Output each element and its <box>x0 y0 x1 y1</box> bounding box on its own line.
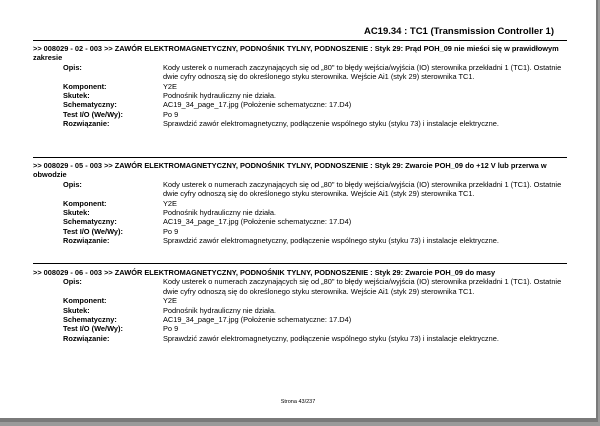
document-title: AC19.34 : TC1 (Transmission Controller 1) <box>363 26 554 37</box>
schematyczny-value: AC19_34_page_17.jpg (Położenie schematyczne: 17.D4) <box>163 217 352 227</box>
opis-row <box>33 277 572 296</box>
skutek-value: Podnośnik hydrauliczny nie działa. <box>163 305 276 315</box>
komponent-value: Y2E <box>163 81 177 91</box>
opis-label: Opis: <box>63 62 82 72</box>
opis-label: Opis: <box>63 179 82 189</box>
rozwiazanie-label: Rozwiązanie: <box>63 333 110 343</box>
rozwiazanie-value: Sprawdzić zawór elektromagnetyczny, podłączenie wspólnego styku (styku 73) i instalacje elektryczne. <box>163 119 499 129</box>
test-label: Test I/O (We/Wy): <box>63 324 123 334</box>
rozwiazanie-row <box>33 334 572 343</box>
rozwiazanie-value: Sprawdzić zawór elektromagnetyczny, podłączenie wspólnego styku (styku 73) i instalacje elektryczne. <box>163 333 499 343</box>
schematyczny-row <box>33 315 572 324</box>
skutek-label: Skutek: <box>63 91 90 101</box>
rozwiazanie-label: Rozwiązanie: <box>63 119 110 129</box>
schematyczny-row <box>33 100 572 109</box>
komponent-label: Komponent: <box>63 81 107 91</box>
fault-heading: >> 008029 - 06 - 003 >> ZAWÓR ELEKTROMAGNETYCZNY, PODNOŚNIK TYLNY, PODNOSZENIE : Styk 29: Zwarcie POH_09 do masy <box>33 268 496 277</box>
komponent-label: Komponent: <box>63 198 107 208</box>
rozwiazanie-value: Sprawdzić zawór elektromagnetyczny, podłączenie wspólnego styku (styku 73) i instalacje elektryczne. <box>163 236 499 246</box>
schematyczny-label: Schematyczny: <box>63 100 117 110</box>
schematyczny-label: Schematyczny: <box>63 315 117 325</box>
fault-section-3 <box>33 268 572 343</box>
test-label: Test I/O (We/Wy): <box>63 226 123 236</box>
test-value: Po 9 <box>163 226 179 236</box>
komponent-row <box>33 296 572 305</box>
section-divider <box>33 157 567 158</box>
test-row <box>33 324 572 333</box>
rozwiazanie-row <box>33 236 572 245</box>
skutek-value: Podnośnik hydrauliczny nie działa. <box>163 91 276 101</box>
komponent-value: Y2E <box>163 296 177 306</box>
fault-heading: >> 008029 - 05 - 003 >> ZAWÓR ELEKTROMAGNETYCZNY, PODNOŚNIK TYLNY, PODNOSZENIE : Styk 29: Zwarcie POH_09 do +12 V lub przerwa w obwodzie <box>33 161 547 180</box>
schematyczny-row <box>33 217 572 226</box>
page-number: Strona 43/237 <box>280 399 316 405</box>
test-value: Po 9 <box>163 324 179 334</box>
test-value: Po 9 <box>163 109 179 119</box>
skutek-label: Skutek: <box>63 305 90 315</box>
section-divider <box>33 263 567 264</box>
skutek-value: Podnośnik hydrauliczny nie działa. <box>163 208 276 218</box>
skutek-row <box>33 91 572 100</box>
schematyczny-label: Schematyczny: <box>63 217 117 227</box>
komponent-value: Y2E <box>163 198 177 208</box>
opis-row <box>33 180 572 199</box>
komponent-row <box>33 82 572 91</box>
skutek-row <box>33 208 572 217</box>
fault-section-1 <box>33 44 572 129</box>
rozwiazanie-row <box>33 119 572 128</box>
opis-value: Kody usterek o numerach zaczynających się od „80" to błędy wejścia/wyjścia (IO) sterownika przekładni 1 (TC1). Ostatnie dwie cyfry odnoszą się do określonego styku sterownika. Wejście Ai1 (styk 29) sterownika TC1. <box>163 179 562 199</box>
header-divider <box>33 40 567 41</box>
skutek-row <box>33 306 572 315</box>
schematyczny-value: AC19_34_page_17.jpg (Położenie schematyczne: 17.D4) <box>163 315 352 325</box>
rozwiazanie-label: Rozwiązanie: <box>63 236 110 246</box>
komponent-row <box>33 199 572 208</box>
test-row <box>33 110 572 119</box>
schematyczny-value: AC19_34_page_17.jpg (Położenie schematyczne: 17.D4) <box>163 100 352 110</box>
opis-label: Opis: <box>63 277 82 287</box>
opis-value: Kody usterek o numerach zaczynających się od „80" to błędy wejścia/wyjścia (IO) sterownika przekładni 1 (TC1). Ostatnie dwie cyfry odnoszą się do określonego styku sterownika. Wejście Ai1 (styk 29) sterownika TC1. <box>163 62 562 82</box>
opis-row <box>33 63 572 82</box>
fault-heading: >> 008029 - 02 - 003 >> ZAWÓR ELEKTROMAGNETYCZNY, PODNOŚNIK TYLNY, PODNOSZENIE : Styk 29: Prąd POH_09 nie mieści się w prawidłowym zakresie <box>33 44 559 63</box>
komponent-label: Komponent: <box>63 296 107 306</box>
skutek-label: Skutek: <box>63 208 90 218</box>
test-label: Test I/O (We/Wy): <box>63 109 123 119</box>
opis-value: Kody usterek o numerach zaczynających się od „80" to błędy wejścia/wyjścia (IO) sterownika przekładni 1 (TC1). Ostatnie dwie cyfry odnoszą się do określonego styku sterownika. Wejście Ai1 (styk 29) sterownika TC1. <box>163 277 562 296</box>
test-row <box>33 227 572 236</box>
fault-section-2 <box>33 161 572 246</box>
